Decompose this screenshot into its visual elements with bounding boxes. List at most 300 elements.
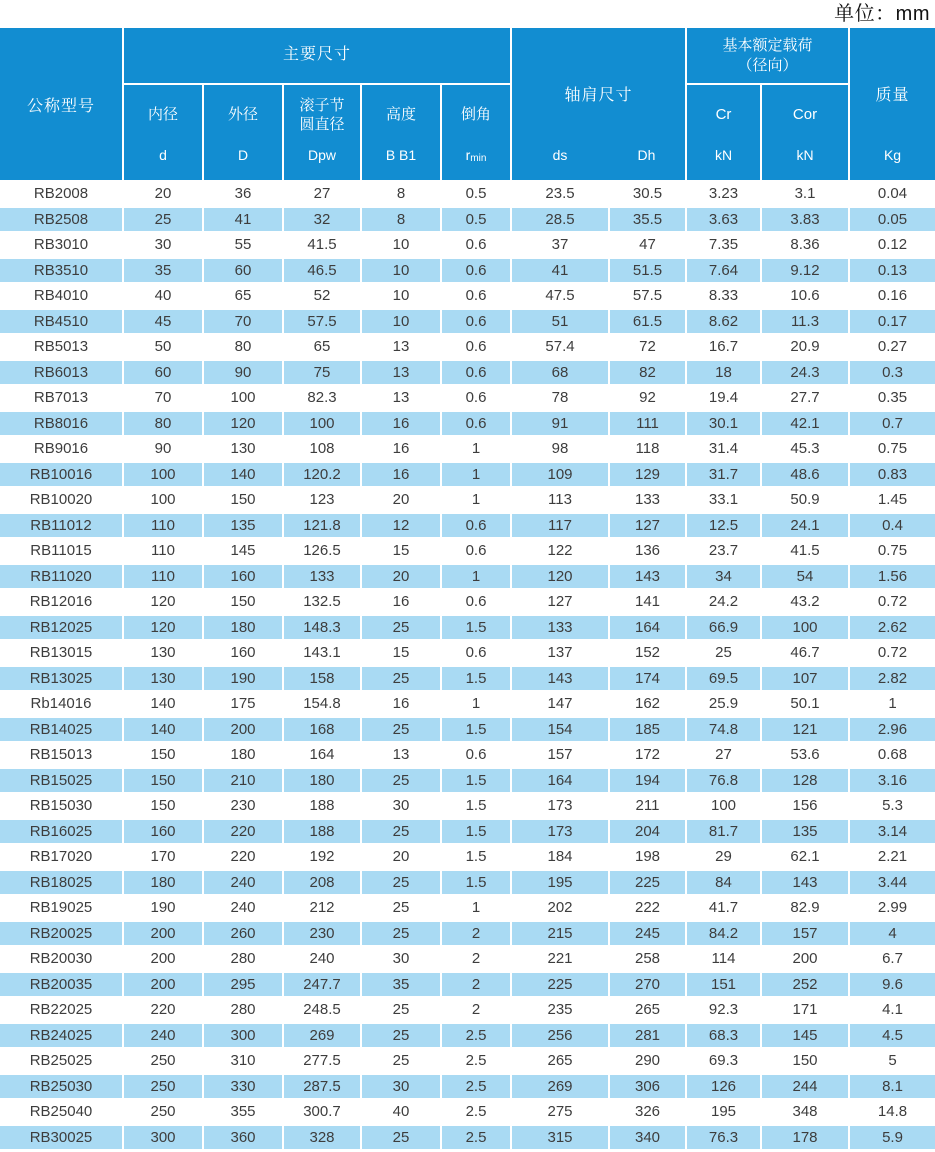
cell-Cr: 7.64 (685, 259, 760, 283)
cell-Kg: 0.72 (848, 641, 935, 665)
cell-Kg: 9.6 (848, 973, 935, 997)
cell-Dh: 174 (608, 667, 685, 691)
cell-d: 130 (122, 667, 202, 691)
cell-D: 230 (202, 794, 282, 818)
cell-B: 25 (360, 1024, 440, 1048)
cell-r: 0.6 (440, 743, 510, 767)
cell-Cor: 62.1 (760, 845, 848, 869)
cell-Cr: 92.3 (685, 998, 760, 1022)
cell-model: RB2008 (33, 185, 89, 203)
cell-Kg: 0.17 (848, 310, 935, 334)
header-col-inner-diameter (124, 85, 202, 180)
cell-model: RB5013 (33, 338, 89, 356)
cell-d: 35 (122, 259, 202, 283)
cell-D: 60 (202, 259, 282, 283)
cell-model: RB20030 (29, 950, 93, 968)
cell-Dpw: 180 (282, 769, 360, 793)
header-group-basic-load-rating (685, 28, 848, 180)
cell-r: 1.5 (440, 769, 510, 793)
table-row (0, 843, 935, 869)
cell-Kg: 8.1 (848, 1075, 935, 1099)
cell-model: RB20035 (29, 975, 93, 993)
table-row (0, 206, 935, 232)
cor-unit: kN (796, 147, 814, 163)
cell-B: 30 (360, 794, 440, 818)
cell-d: 130 (122, 641, 202, 665)
cell-Cr: 29 (685, 845, 760, 869)
cell-D: 240 (202, 896, 282, 920)
cell-D: 130 (202, 437, 282, 461)
cell-Cor: 128 (760, 769, 848, 793)
cell-B: 16 (360, 692, 440, 716)
cell-D: 55 (202, 233, 282, 257)
cell-d: 110 (122, 539, 202, 563)
cell-model: RB19025 (29, 899, 93, 917)
cell-Cr: 24.2 (685, 590, 760, 614)
cell-D: 150 (202, 590, 282, 614)
table-header (0, 28, 935, 180)
cell-Dpw: 212 (282, 896, 360, 920)
cell-Cor: 200 (760, 947, 848, 971)
cell-model: RB15025 (29, 771, 93, 789)
table-row (0, 690, 935, 716)
cell-Cr: 25.9 (685, 692, 760, 716)
table-row (0, 741, 935, 767)
cell-ds: 315 (510, 1126, 608, 1150)
cell-Cr: 8.62 (685, 310, 760, 334)
table-row (0, 537, 935, 563)
cell-Cor: 50.1 (760, 692, 848, 716)
cell-r: 2.5 (440, 1024, 510, 1048)
cell-Dpw: 132.5 (282, 590, 360, 614)
cell-Cor: 171 (760, 998, 848, 1022)
table-row (0, 282, 935, 308)
cell-Cr: 12.5 (685, 514, 760, 538)
cell-Cor: 244 (760, 1075, 848, 1099)
cell-Cr: 84 (685, 871, 760, 895)
cell-Kg: 5.3 (848, 794, 935, 818)
cell-Dpw: 277.5 (282, 1049, 360, 1073)
cell-Kg: 2.62 (848, 616, 935, 640)
cell-r: 1.5 (440, 871, 510, 895)
cell-model: RB2508 (33, 210, 89, 228)
cell-Cr: 76.3 (685, 1126, 760, 1150)
cell-Dh: 136 (608, 539, 685, 563)
cell-ds: 269 (510, 1075, 608, 1099)
cell-B: 20 (360, 565, 440, 589)
cell-Cr: 69.3 (685, 1049, 760, 1073)
cell-ds: 78 (510, 386, 608, 410)
cell-Dh: 133 (608, 488, 685, 512)
cell-D: 120 (202, 412, 282, 436)
cell-B: 10 (360, 284, 440, 308)
cell-Cr: 34 (685, 565, 760, 589)
cell-Dh: 222 (608, 896, 685, 920)
cell-model: RB25030 (29, 1077, 93, 1095)
table-row (0, 716, 935, 742)
cell-r: 0.6 (440, 539, 510, 563)
cell-Cor: 82.9 (760, 896, 848, 920)
cell-d: 140 (122, 718, 202, 742)
cell-Cr: 16.7 (685, 335, 760, 359)
header-group-main-dimensions (122, 28, 510, 180)
cell-r: 2 (440, 998, 510, 1022)
cell-D: 135 (202, 514, 282, 538)
cell-d: 160 (122, 820, 202, 844)
cell-r: 1 (440, 437, 510, 461)
cell-Dpw: 287.5 (282, 1075, 360, 1099)
cell-d: 250 (122, 1075, 202, 1099)
table-row (0, 231, 935, 257)
cell-model: RB10020 (29, 491, 93, 509)
cell-r: 1 (440, 692, 510, 716)
cell-B: 16 (360, 437, 440, 461)
cell-B: 30 (360, 1075, 440, 1099)
cell-Dpw: 32 (282, 208, 360, 232)
cell-r: 0.6 (440, 412, 510, 436)
cell-ds: 143 (510, 667, 608, 691)
cell-B: 16 (360, 412, 440, 436)
cell-r: 0.5 (440, 208, 510, 232)
cell-Kg: 1.45 (848, 488, 935, 512)
bearing-spec-table (0, 28, 935, 1152)
cell-Cr: 114 (685, 947, 760, 971)
table-row (0, 461, 935, 487)
cell-Dpw: 100 (282, 412, 360, 436)
shoulder-dh-symbol: D h (637, 147, 656, 163)
table-row (0, 639, 935, 665)
cell-B: 25 (360, 871, 440, 895)
cell-Kg: 0.7 (848, 412, 935, 436)
table-row (0, 1124, 935, 1152)
cell-d: 110 (122, 514, 202, 538)
outer-diameter-label: 外径 (227, 106, 258, 124)
header-model-column: 公称型号 (26, 97, 95, 115)
cell-d: 150 (122, 743, 202, 767)
cell-Kg: 0.27 (848, 335, 935, 359)
cell-Cor: 3.1 (760, 182, 848, 206)
cell-ds: 275 (510, 1100, 608, 1124)
cell-Dh: 141 (608, 590, 685, 614)
cell-d: 200 (122, 973, 202, 997)
cell-B: 13 (360, 335, 440, 359)
cell-Cr: 18 (685, 361, 760, 385)
cell-Dpw: 328 (282, 1126, 360, 1150)
cell-r: 1.5 (440, 616, 510, 640)
cell-d: 150 (122, 794, 202, 818)
cell-d: 120 (122, 590, 202, 614)
mass-unit: Kg (883, 147, 902, 163)
cell-Cor: 9.12 (760, 259, 848, 283)
height-symbol: B B1 (385, 147, 417, 163)
cell-Cr: 31.7 (685, 463, 760, 487)
cell-Cr: 126 (685, 1075, 760, 1099)
outer-diameter-symbol: D (237, 147, 249, 163)
cell-ds: 265 (510, 1049, 608, 1073)
cell-Dpw: 192 (282, 845, 360, 869)
cell-Cr: 8.33 (685, 284, 760, 308)
cell-model: RB24025 (29, 1026, 93, 1044)
cell-B: 25 (360, 667, 440, 691)
table-row (0, 1098, 935, 1124)
cell-Kg: 0.83 (848, 463, 935, 487)
cell-Cr: 33.1 (685, 488, 760, 512)
cell-d: 110 (122, 565, 202, 589)
cell-d: 100 (122, 463, 202, 487)
cell-r: 1.5 (440, 845, 510, 869)
cell-Dh: 92 (608, 386, 685, 410)
cell-ds: 221 (510, 947, 608, 971)
cell-Dpw: 248.5 (282, 998, 360, 1022)
shoulder-ds-symbol: d s (552, 147, 568, 163)
cell-d: 190 (122, 896, 202, 920)
cell-model: RB7013 (33, 389, 89, 407)
header-col-mass (848, 28, 935, 180)
cell-r: 0.5 (440, 182, 510, 206)
cell-B: 25 (360, 769, 440, 793)
cell-Dpw: 269 (282, 1024, 360, 1048)
table-row (0, 435, 935, 461)
cell-d: 200 (122, 947, 202, 971)
cell-Dpw: 164 (282, 743, 360, 767)
cell-Dpw: 46.5 (282, 259, 360, 283)
cell-Cr: 25 (685, 641, 760, 665)
cell-Dh: 152 (608, 641, 685, 665)
cell-model: RB15030 (29, 797, 93, 815)
cell-model: RB6013 (33, 363, 89, 381)
cell-Cor: 42.1 (760, 412, 848, 436)
cell-Kg: 2.99 (848, 896, 935, 920)
cell-Dpw: 208 (282, 871, 360, 895)
mass-unit-row (850, 146, 935, 180)
chamfer-symbol: r min (465, 147, 487, 164)
cell-Dh: 35.5 (608, 208, 685, 232)
cell-Cor: 41.5 (760, 539, 848, 563)
cell-Cr: 151 (685, 973, 760, 997)
table-row (0, 945, 935, 971)
cell-D: 210 (202, 769, 282, 793)
cell-Kg: 2.96 (848, 718, 935, 742)
cell-Kg: 0.12 (848, 233, 935, 257)
cell-D: 280 (202, 947, 282, 971)
cell-Dh: 61.5 (608, 310, 685, 334)
cell-Cr: 7.35 (685, 233, 760, 257)
cell-Dh: 326 (608, 1100, 685, 1124)
cell-Cor: 53.6 (760, 743, 848, 767)
cell-model: RB13015 (29, 644, 93, 662)
cell-D: 260 (202, 922, 282, 946)
cell-Dpw: 240 (282, 947, 360, 971)
header-col-chamfer (440, 85, 510, 180)
cell-D: 180 (202, 616, 282, 640)
shoulder-dimensions-label: 轴肩尺寸 (564, 86, 633, 104)
header-main-dimensions-label: 主要尺寸 (124, 28, 510, 85)
cell-B: 13 (360, 386, 440, 410)
cell-Cor: 150 (760, 1049, 848, 1073)
cell-d: 300 (122, 1126, 202, 1150)
cell-Cr: 74.8 (685, 718, 760, 742)
cell-ds: 28.5 (510, 208, 608, 232)
cell-Kg: 2.21 (848, 845, 935, 869)
table-row (0, 563, 935, 589)
cell-Cor: 252 (760, 973, 848, 997)
cr-label: Cr (715, 106, 732, 124)
cell-D: 220 (202, 845, 282, 869)
height-label: 高度 (385, 106, 416, 124)
cell-B: 40 (360, 1100, 440, 1124)
cell-model: RB8016 (33, 414, 89, 432)
cell-B: 25 (360, 820, 440, 844)
table-row (0, 1047, 935, 1073)
cell-B: 35 (360, 973, 440, 997)
cell-Kg: 0.75 (848, 539, 935, 563)
cell-model: RB10016 (29, 465, 93, 483)
cell-model: Rb14016 (30, 695, 92, 713)
cell-ds: 195 (510, 871, 608, 895)
header-col-outer-diameter (202, 85, 282, 180)
cell-model: RB12016 (29, 593, 93, 611)
cell-d: 180 (122, 871, 202, 895)
cell-d: 45 (122, 310, 202, 334)
cell-d: 240 (122, 1024, 202, 1048)
cell-ds: 47.5 (510, 284, 608, 308)
roller-pitch-diameter-label: 滚子节圆直径 (299, 96, 345, 133)
cell-Dh: 129 (608, 463, 685, 487)
cell-D: 160 (202, 641, 282, 665)
cell-r: 2.5 (440, 1075, 510, 1099)
table-row (0, 920, 935, 946)
table-row (0, 665, 935, 691)
cell-Dh: 204 (608, 820, 685, 844)
cell-Cr: 27 (685, 743, 760, 767)
cell-Kg: 0.72 (848, 590, 935, 614)
cell-model: RB13025 (29, 669, 93, 687)
cell-Dh: 82 (608, 361, 685, 385)
cell-Kg: 0.4 (848, 514, 935, 538)
cell-model: RB4510 (33, 312, 89, 330)
cell-Dpw: 57.5 (282, 310, 360, 334)
cell-r: 0.6 (440, 259, 510, 283)
table-row (0, 308, 935, 334)
cell-Dh: 47 (608, 233, 685, 257)
cell-ds: 133 (510, 616, 608, 640)
cell-Cr: 195 (685, 1100, 760, 1124)
cell-D: 240 (202, 871, 282, 895)
cell-Kg: 2.82 (848, 667, 935, 691)
cell-B: 20 (360, 845, 440, 869)
cell-Cor: 46.7 (760, 641, 848, 665)
inner-diameter-label: 内径 (147, 106, 178, 124)
cell-r: 2 (440, 947, 510, 971)
cell-d: 50 (122, 335, 202, 359)
cell-model: RB18025 (29, 873, 93, 891)
header-col-roller-pitch-diameter (282, 85, 360, 180)
cell-model: RB14025 (29, 720, 93, 738)
header-group-shoulder-dimensions (510, 28, 685, 180)
cell-B: 15 (360, 641, 440, 665)
cell-model: RB16025 (29, 822, 93, 840)
cell-D: 190 (202, 667, 282, 691)
cor-label: Cor (792, 106, 818, 124)
cell-Dh: 340 (608, 1126, 685, 1150)
cell-Cor: 135 (760, 820, 848, 844)
cell-r: 2 (440, 973, 510, 997)
cell-model: RB3510 (33, 261, 89, 279)
cell-Cr: 81.7 (685, 820, 760, 844)
cell-d: 220 (122, 998, 202, 1022)
cell-B: 20 (360, 488, 440, 512)
cell-ds: 113 (510, 488, 608, 512)
cell-ds: 68 (510, 361, 608, 385)
cell-r: 1.5 (440, 820, 510, 844)
table-row (0, 971, 935, 997)
cell-model: RB4010 (33, 287, 89, 305)
cell-D: 90 (202, 361, 282, 385)
cell-B: 25 (360, 922, 440, 946)
cell-Cr: 41.7 (685, 896, 760, 920)
cell-Cor: 11.3 (760, 310, 848, 334)
cell-Kg: 4.1 (848, 998, 935, 1022)
cell-Dpw: 158 (282, 667, 360, 691)
table-row (0, 333, 935, 359)
cell-Dh: 51.5 (608, 259, 685, 283)
cell-d: 90 (122, 437, 202, 461)
cell-D: 220 (202, 820, 282, 844)
cell-r: 0.6 (440, 590, 510, 614)
cell-Cr: 84.2 (685, 922, 760, 946)
cell-d: 150 (122, 769, 202, 793)
cell-Kg: 1.56 (848, 565, 935, 589)
cell-ds: 137 (510, 641, 608, 665)
table-row (0, 1073, 935, 1099)
cell-Kg: 4.5 (848, 1024, 935, 1048)
cell-Cor: 20.9 (760, 335, 848, 359)
cell-Kg: 14.8 (848, 1100, 935, 1124)
cell-Dpw: 123 (282, 488, 360, 512)
cell-Dpw: 121.8 (282, 514, 360, 538)
table-row (0, 894, 935, 920)
cell-Cr: 30.1 (685, 412, 760, 436)
cell-Dh: 72 (608, 335, 685, 359)
cell-Dh: 198 (608, 845, 685, 869)
header-col-cor (760, 85, 848, 180)
cell-B: 16 (360, 463, 440, 487)
cell-D: 330 (202, 1075, 282, 1099)
cell-r: 2.5 (440, 1126, 510, 1150)
cell-d: 100 (122, 488, 202, 512)
cell-Cor: 54 (760, 565, 848, 589)
cell-Kg: 0.16 (848, 284, 935, 308)
cell-Dh: 211 (608, 794, 685, 818)
cell-ds: 117 (510, 514, 608, 538)
cell-model: RB12025 (29, 618, 93, 636)
cell-D: 295 (202, 973, 282, 997)
cell-r: 0.6 (440, 310, 510, 334)
cell-Dh: 30.5 (608, 182, 685, 206)
cell-Dpw: 300.7 (282, 1100, 360, 1124)
cell-B: 10 (360, 233, 440, 257)
cell-Dpw: 168 (282, 718, 360, 742)
cr-unit: kN (714, 147, 733, 163)
cell-Kg: 4 (848, 922, 935, 946)
unit-label: 单位：mm (834, 3, 930, 25)
table-row (0, 767, 935, 793)
cell-B: 15 (360, 539, 440, 563)
cell-Cor: 45.3 (760, 437, 848, 461)
chamfer-label: 倒角 (460, 106, 491, 124)
cell-Dh: 270 (608, 973, 685, 997)
cell-d: 25 (122, 208, 202, 232)
